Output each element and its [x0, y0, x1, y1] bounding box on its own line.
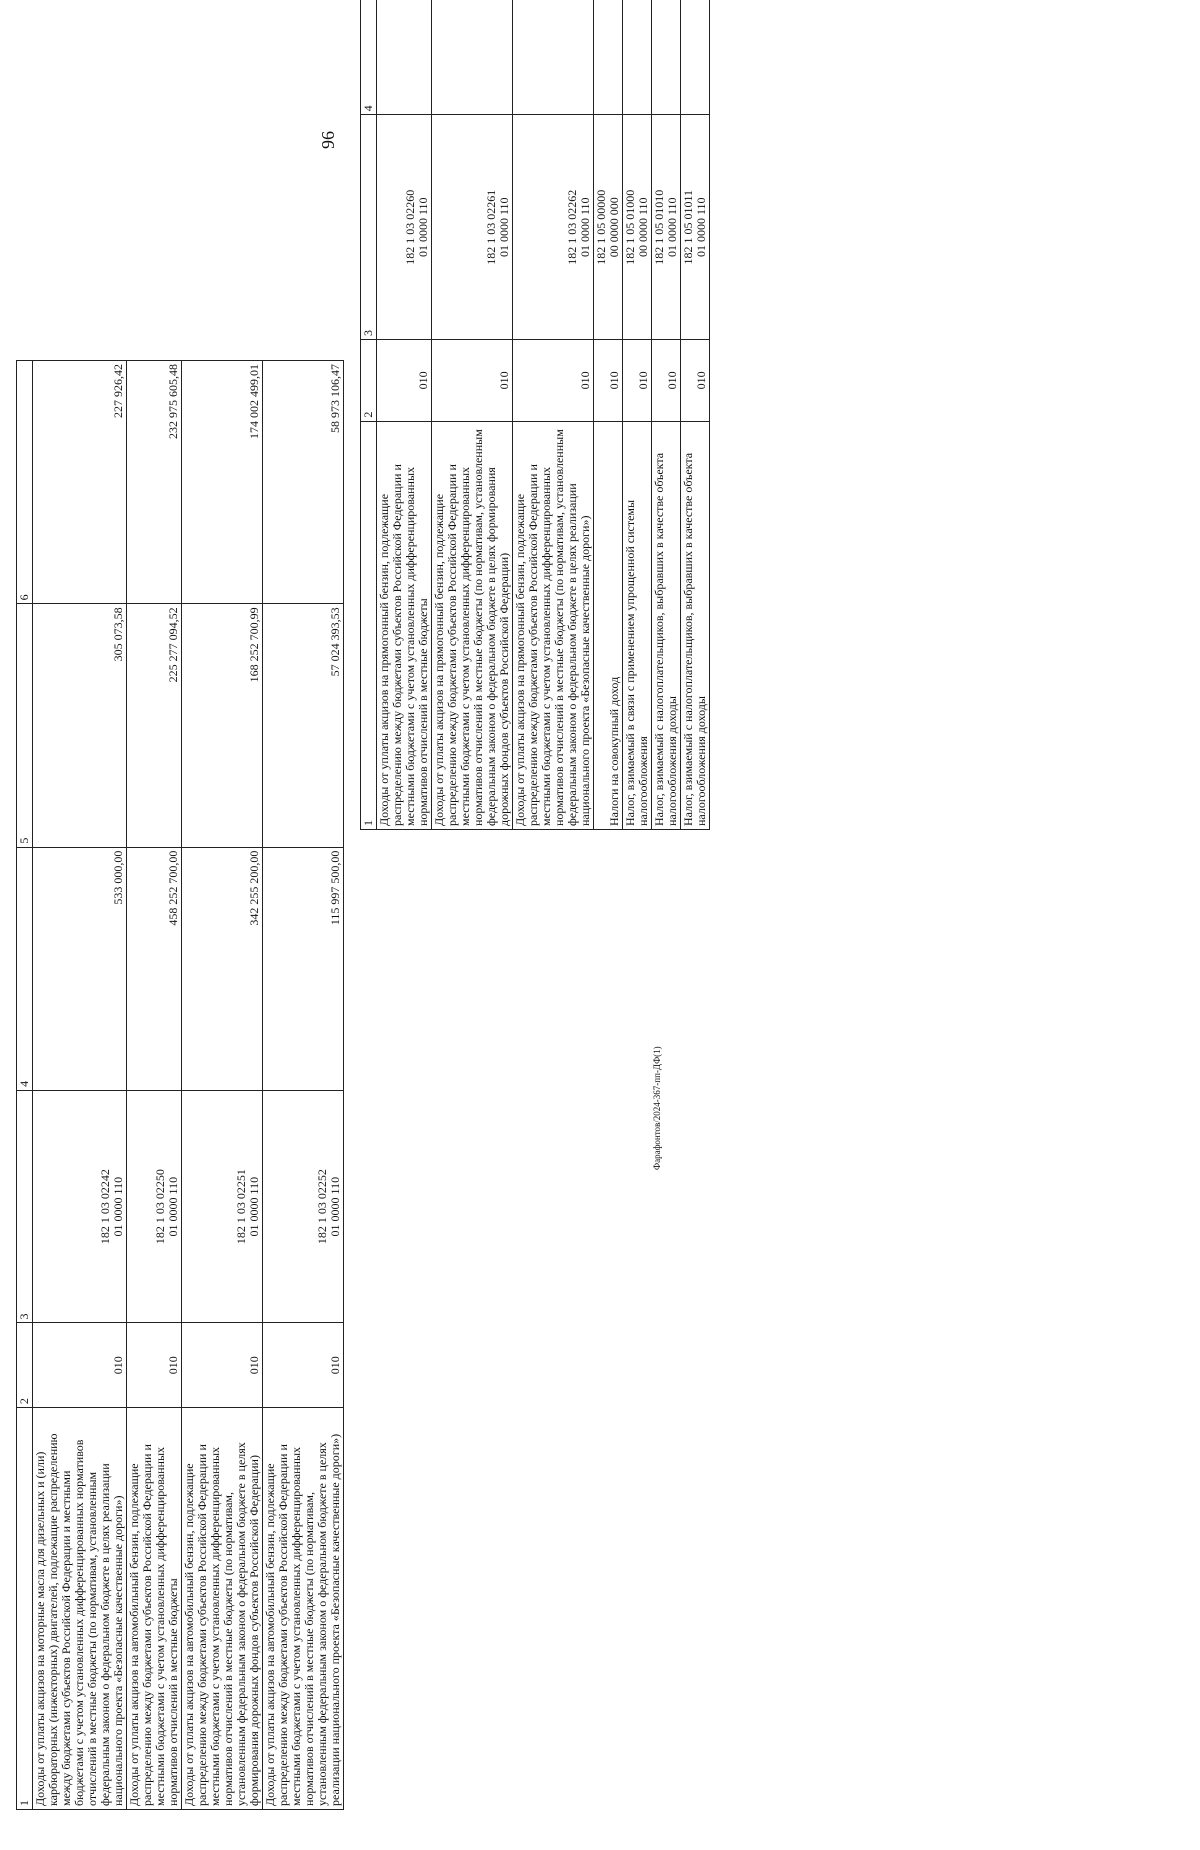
kbk-code-part-2: 01 0000 110 [416, 197, 430, 257]
admin-code: 010 [594, 340, 623, 422]
value-col-4 [652, 0, 681, 115]
col-4-header: 4 [361, 0, 377, 115]
kbk-code [182, 1090, 263, 1323]
header-row [361, 0, 377, 830]
value-col-6: 58 973 106,47 [263, 361, 344, 604]
kbk-code-part-2: 00 0000 000 [607, 197, 621, 258]
row-name: Доходы от уплаты акцизов на автомобильный бензин, подлежащие распределению между бюджетами субъектов Российской Федерации и местными бюджетами с учетом установленных дифференцированных нормативов отчислений в местные бюджеты (по нормативам, установленным федеральным законом о федеральном бюджете в целях реализации национального проекта «Безопасные качественные дороги») [263, 1408, 344, 1810]
kbk-code-part-1: 182 1 05 01000 [623, 189, 637, 265]
kbk-code-part-1: 182 1 05 00000 [594, 189, 608, 265]
kbk-code-part-2: 01 0000 110 [665, 197, 679, 257]
col-1-header: 1 [361, 421, 377, 829]
kbk-code [33, 1090, 127, 1323]
kbk-code [652, 115, 681, 340]
row-name: Доходы от уплаты акцизов на автомобильный бензин, подлежащие распределению между бюджетами субъектов Российской Федерации и местными бюджетами с учетом установленных дифференцированных нормативов отчислений в местные бюджеты (по нормативам, установленным федеральным законом о федеральном бюджете в целях формирования дорожных фондов субъектов Российской Федерации) [182, 1408, 263, 1810]
kbk-code-part-1: 182 1 03 02261 [484, 189, 498, 265]
admin-code: 010 [652, 340, 681, 422]
table-row [513, 0, 594, 830]
table-row [377, 0, 432, 830]
value-col-5: 225 277 094,52 [127, 604, 182, 847]
kbk-code-part-2: 01 0000 110 [166, 1176, 180, 1237]
value-col-6: 232 975 605,48 [127, 361, 182, 604]
admin-code: 010 [182, 1323, 263, 1408]
row-name: Доходы от уплаты акцизов на прямогонный бензин, подлежащие распределению между бюджетами субъектов Российской Федерации и местными бюджетами с учетом установленных дифференцированных нормативов отчислений в местные бюджеты [377, 421, 432, 829]
col-2-header: 2 [361, 340, 377, 422]
kbk-code [623, 115, 652, 340]
col-3-header: 3 [17, 1090, 33, 1323]
kbk-code-part-2: 01 0000 110 [578, 197, 592, 257]
value-col-5: 57 024 393,53 [263, 604, 344, 847]
value-col-6: 174 002 499,01 [182, 361, 263, 604]
admin-code: 010 [33, 1323, 127, 1408]
kbk-code-part-2: 01 0000 110 [328, 1176, 342, 1237]
kbk-code [263, 1090, 344, 1323]
admin-code: 010 [127, 1323, 182, 1408]
kbk-code [127, 1090, 182, 1323]
admin-code: 010 [432, 340, 513, 422]
admin-code: 010 [681, 340, 710, 422]
table-row [681, 0, 710, 830]
kbk-code-part-1: 182 1 05 01011 [681, 189, 695, 265]
row-name: Налог, взимаемый с налогоплательщиков, выбравших в качестве объекта налогообложения доходы [652, 421, 681, 829]
row-name: Доходы от уплаты акцизов на автомобильный бензин, подлежащие распределению между бюджетами субъектов Российской Федерации и местными бюджетами с учетом установленных дифференцированных нормативов отчислений в местные бюджеты [127, 1408, 182, 1810]
kbk-code-part-2: 01 0000 110 [497, 197, 511, 257]
table-row [33, 361, 127, 1810]
admin-code: 010 [377, 340, 432, 422]
table-row [182, 361, 263, 1810]
value-col-5: 168 252 700,99 [182, 604, 263, 847]
value-col-4: 533 000,00 [33, 847, 127, 1090]
value-col-4 [513, 0, 594, 115]
kbk-code [377, 115, 432, 340]
kbk-code-part-1: 182 1 03 02260 [403, 189, 417, 265]
header-row [17, 361, 33, 1810]
kbk-code [432, 115, 513, 340]
kbk-code-part-1: 182 1 05 01010 [652, 189, 666, 265]
row-name: Доходы от уплаты акцизов на прямогонный бензин, подлежащие распределению между бюджетами субъектов Российской Федерации и местными бюджетами с учетом установленных дифференцированных нормативов отчислений в местные бюджеты (по нормативам, установленным федеральным законом о федеральном бюджете в целях формирования дорожных фондов субъектов Российской Федерации) [432, 421, 513, 829]
col-4-header: 4 [17, 847, 33, 1090]
page-96 [310, 0, 1170, 920]
kbk-code-part-2: 01 0000 110 [694, 197, 708, 257]
kbk-code-part-1: 182 1 03 02250 [153, 1169, 167, 1245]
col-1-header: 1 [17, 1408, 33, 1810]
kbk-code-part-1: 182 1 03 02262 [565, 189, 579, 265]
admin-code: 010 [263, 1323, 344, 1408]
table-row [432, 0, 513, 830]
admin-code: 010 [513, 340, 594, 422]
revenue-table [360, 0, 710, 830]
table-row [652, 0, 681, 830]
col-6-header: 6 [17, 361, 33, 604]
table-row [623, 0, 652, 830]
revenue-table [16, 360, 344, 1810]
value-col-4 [377, 0, 432, 115]
page-number: 96 [318, 131, 338, 149]
value-col-4 [681, 0, 710, 115]
row-name: Налог, взимаемый в связи с применением упрощенной системы налогообложения [623, 421, 652, 829]
value-col-4 [594, 0, 623, 115]
col-2-header: 2 [17, 1323, 33, 1408]
value-col-4: 342 255 200,00 [182, 847, 263, 1090]
kbk-code [681, 115, 710, 340]
admin-code: 010 [623, 340, 652, 422]
kbk-code-part-1: 182 1 03 02242 [98, 1169, 112, 1245]
kbk-code-part-2: 01 0000 110 [111, 1176, 125, 1237]
value-col-4: 115 997 500,00 [263, 847, 344, 1090]
kbk-code-part-2: 00 0000 110 [636, 197, 650, 257]
col-3-header: 3 [361, 115, 377, 340]
value-col-4: 458 252 700,00 [127, 847, 182, 1090]
kbk-code-part-1: 182 1 03 02251 [234, 1169, 248, 1245]
col-5-header: 5 [17, 604, 33, 847]
table-row [594, 0, 623, 830]
row-name: Налог, взимаемый с налогоплательщиков, выбравших в качестве объекта налогообложения доходы [681, 421, 710, 829]
row-name: Доходы от уплаты акцизов на моторные масла для дизельных и (или) карбюраторных (инжекторных) двигателей, подлежащие распределению между бюджетами субъектов Российской Федерации и местными бюджетами с учетом установленных дифференцированных нормативов отчислений в местные бюджеты (по нормативам, установленным федеральным законом о федеральном бюджете в целях реализации национального проекта «Безопасные качественные дороги») [33, 1408, 127, 1810]
kbk-code [594, 115, 623, 340]
row-name: Доходы от уплаты акцизов на прямогонный бензин, подлежащие распределению между бюджетами субъектов Российской Федерации и местными бюджетами с учетом установленных дифференцированных нормативов отчислений в местные бюджеты (по нормативам, установленным федеральным законом о федеральном бюджете в целях реализации национального проекта «Безопасные качественные дороги») [513, 421, 594, 829]
value-col-4 [623, 0, 652, 115]
value-col-5: 305 073,58 [33, 604, 127, 847]
table-row [127, 361, 182, 1810]
value-col-4 [432, 0, 513, 115]
kbk-code [513, 115, 594, 340]
row-name: Налоги на совокупный доход [594, 421, 623, 829]
page-footer: Фарафонтов/2024-367-пп-ДФ(1) [652, 1046, 662, 1170]
value-col-6: 227 926,42 [33, 361, 127, 604]
kbk-code-part-1: 182 1 03 02252 [315, 1169, 329, 1245]
kbk-code-part-2: 01 0000 110 [247, 1176, 261, 1237]
